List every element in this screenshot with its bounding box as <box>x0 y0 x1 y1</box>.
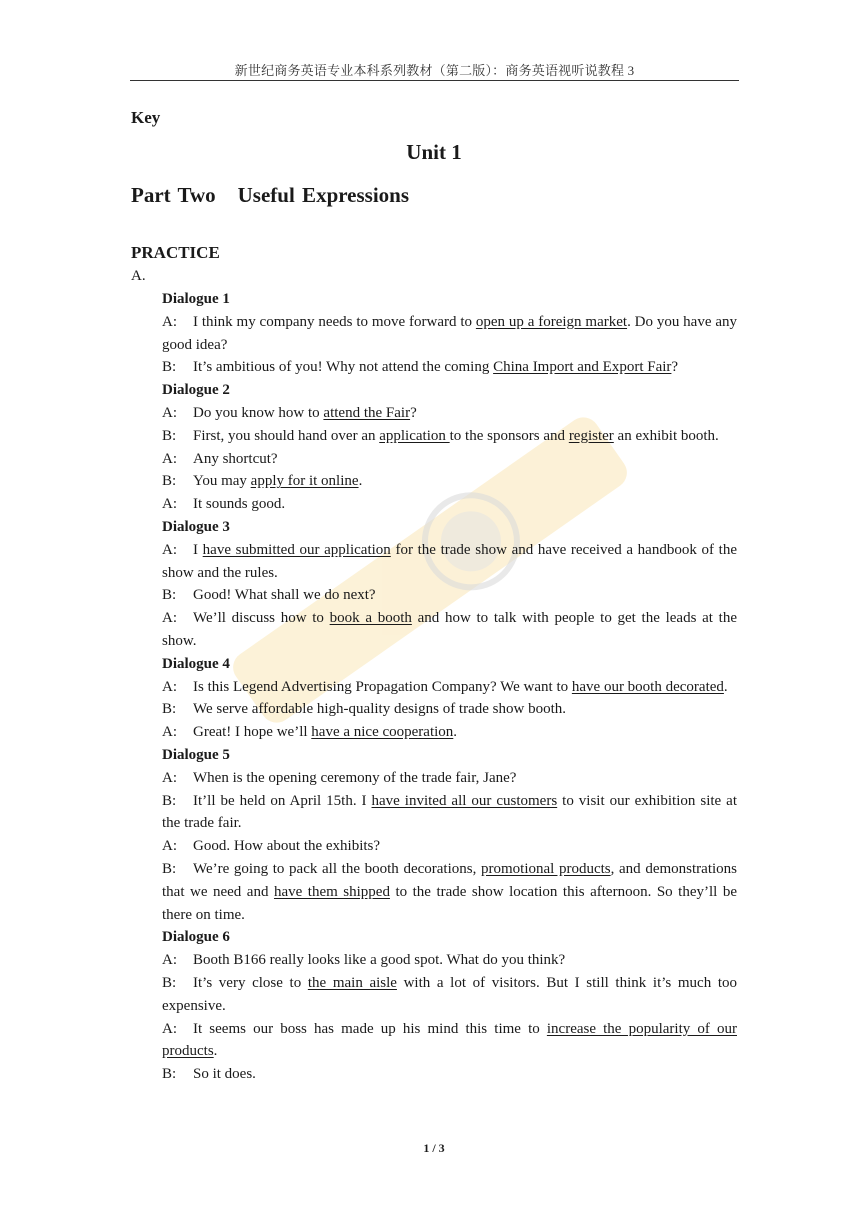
line-text: Good! What shall we do next? <box>193 587 376 604</box>
line-text: We’ll discuss how to <box>193 610 330 627</box>
dialogue-title: Dialogue 6 <box>162 929 230 946</box>
line-text: ? <box>671 359 679 376</box>
line-text: Great! I hope we’ll <box>193 724 312 741</box>
answer-blank: book a booth <box>329 610 412 627</box>
dialogue-line <box>162 1018 737 1064</box>
speaker-label: A: <box>162 678 177 695</box>
line-text: to visit our exhibition site at the trade fair. <box>162 792 737 832</box>
answer-blank: promotional products <box>480 860 611 877</box>
practice-heading: PRACTICE <box>131 243 220 262</box>
line-text: We serve affordable high-quality designs of trade show booth. <box>193 701 567 718</box>
dialogue-line <box>162 698 737 721</box>
answer-blank: application <box>379 427 450 444</box>
line-text: You may <box>193 473 251 490</box>
line-text: and how to talk with people to get the leads at the show. <box>162 610 737 649</box>
dialogue-title: Dialogue 2 <box>162 382 230 399</box>
answer-blank: attend the Fair <box>323 404 411 421</box>
dialogue-line <box>162 470 737 493</box>
line-text: to the sponsors and <box>449 427 569 444</box>
answer-blank: open up a foreign market <box>475 313 628 330</box>
dialogue-title: Dialogue 3 <box>162 518 230 535</box>
speaker-label: A: <box>162 1020 177 1037</box>
answer-blank: have invited all our customers <box>371 792 558 809</box>
dialogue-line <box>162 767 737 790</box>
dialogue-line <box>162 493 737 516</box>
speaker-label: B: <box>162 860 177 877</box>
line-text: for the trade show and have received a handbook of the show and the rules. <box>162 541 737 581</box>
dialogue-line <box>162 584 737 607</box>
line-text: Do you know how to <box>193 404 324 421</box>
answer-blank: increase the popularity of our products <box>162 1020 737 1060</box>
line-text: I think my company needs to move forward to <box>193 313 476 330</box>
line-text: First, you should hand over an <box>193 427 380 444</box>
dialogue-title: Dialogue 1 <box>162 291 230 307</box>
line-text: I <box>193 541 203 558</box>
page-number: 1 / 3 <box>423 1141 445 1155</box>
part-name: Useful Expressions <box>237 183 410 207</box>
speaker-label: B: <box>162 473 177 490</box>
dialogue-line <box>162 1063 737 1086</box>
line-text: Good. How about the exhibits? <box>193 838 381 855</box>
line-text: , and demonstrations that we need and <box>162 860 737 900</box>
unit-title: Unit 1 <box>406 140 462 164</box>
dialogue-line <box>162 539 737 585</box>
dialogue-line <box>162 676 737 699</box>
speaker-label: B: <box>162 359 177 376</box>
line-text: . <box>213 1043 218 1060</box>
speaker-label: A: <box>162 404 177 421</box>
dialogue-line <box>162 448 737 471</box>
line-text: It’ll be held on April 15th. I <box>193 792 372 809</box>
line-text: We’re going to pack all the booth decorations, <box>193 860 481 877</box>
speaker-label: B: <box>162 701 177 718</box>
speaker-label: A: <box>162 541 177 558</box>
line-text: It’s ambitious of you! Why not attend the coming <box>193 359 494 376</box>
speaker-label: A: <box>162 313 177 330</box>
line-text: . <box>358 473 363 490</box>
answer-blank: China Import and Export Fair <box>493 359 672 376</box>
dialogue-line <box>162 949 737 972</box>
header-rule <box>130 80 739 81</box>
line-text: . Do you have any good idea? <box>162 313 738 353</box>
speaker-label: A: <box>162 610 177 627</box>
speaker-label: A: <box>162 838 177 855</box>
dialogue-title: Dialogue 4 <box>162 655 230 672</box>
dialogue-line <box>162 835 737 858</box>
speaker-label: B: <box>162 587 177 604</box>
dialogue-line <box>162 356 737 379</box>
running-header: 新世纪商务英语专业本科系列教材（第二版）：商务英语视听说教程 3 <box>234 63 635 78</box>
answer-blank: register <box>568 427 614 444</box>
line-text: to the trade show location this afternoon. So they’ll be there on time. <box>162 883 737 923</box>
answer-blank: have our booth decorated <box>571 678 724 695</box>
speaker-label: B: <box>162 427 177 444</box>
dialogue-line <box>162 425 737 448</box>
speaker-label: A: <box>162 496 177 513</box>
answer-blank: have them shipped <box>273 883 390 900</box>
line-text: It’s very close to <box>193 974 308 991</box>
dialogue-line <box>162 402 737 425</box>
speaker-label: B: <box>162 792 177 809</box>
dialogue-line <box>162 858 737 926</box>
part-number: Part Two <box>131 183 216 207</box>
line-text: It seems our boss has made up his mind this time to <box>193 1020 547 1037</box>
speaker-label: B: <box>162 1066 177 1083</box>
key-label: Key <box>131 108 161 127</box>
speaker-label: A: <box>162 450 177 467</box>
part-title <box>131 183 409 208</box>
dialogue-list <box>162 288 737 1086</box>
answer-blank: have a nice cooperation <box>311 724 454 741</box>
line-text: It sounds good. <box>193 496 286 513</box>
dialogue-line <box>162 721 737 744</box>
dialogue-title: Dialogue 5 <box>162 746 230 763</box>
line-text: . <box>453 724 458 741</box>
line-text: Is this Legend Advertising Propagation Company? We want to <box>193 678 572 695</box>
line-text: When is the opening ceremony of the trade fair, Jane? <box>193 769 517 786</box>
answer-blank: have submitted our application <box>202 541 391 558</box>
speaker-label: B: <box>162 974 177 991</box>
line-text: an exhibit booth. <box>613 427 719 444</box>
dialogue-line <box>162 790 737 836</box>
speaker-label: A: <box>162 769 177 786</box>
line-text: Any shortcut? <box>193 450 278 467</box>
dialogue-line <box>162 972 737 1018</box>
line-text: with a lot of visitors. But I still think it’s much too expensive. <box>162 974 738 1014</box>
answer-blank: apply for it online <box>250 473 359 490</box>
line-text: . <box>723 678 728 695</box>
line-text: So it does. <box>193 1066 256 1083</box>
answer-blank: the main aisle <box>307 974 397 991</box>
section-label: A. <box>131 268 146 284</box>
line-text: ? <box>410 404 417 421</box>
dialogue-line <box>162 607 737 653</box>
dialogue-line <box>162 311 737 357</box>
line-text: Booth B166 really looks like a good spot. What do you think? <box>193 952 566 969</box>
speaker-label: A: <box>162 724 177 741</box>
speaker-label: A: <box>162 952 177 969</box>
